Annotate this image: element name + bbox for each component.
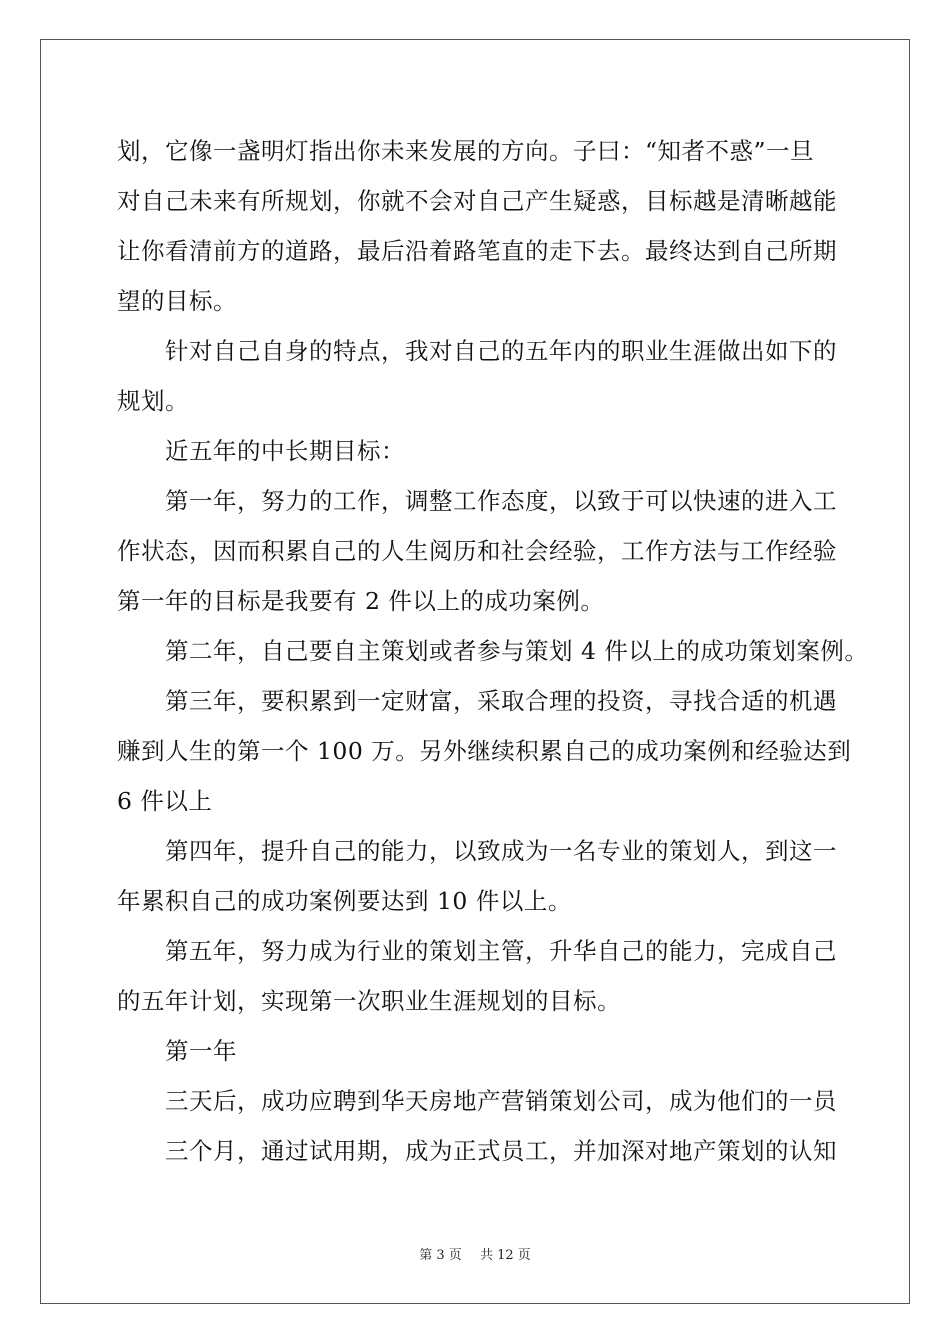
text-line: 作状态，因而积累自己的人生阅历和社会经验，工作方法与工作经验: [117, 537, 837, 565]
page-total: 共 12 页: [479, 1248, 531, 1263]
page-number: 第 3 页: [419, 1248, 462, 1263]
paragraph-start: 三天后，成功应聘到华天房地产营销策划公司，成为他们的一员: [165, 1087, 837, 1115]
text-line: 第一年的目标是我要有 2 件以上的成功案例。: [117, 587, 605, 615]
text-line: 的五年计划，实现第一次职业生涯规划的目标。: [117, 987, 621, 1015]
text-line: 6 件以上: [117, 787, 213, 815]
paragraph-start: 第四年，提升自己的能力，以致成为一名专业的策划人，到这一: [165, 837, 837, 865]
document-body: [117, 126, 869, 1176]
text-line: 规划。: [117, 387, 189, 415]
text-line: 赚到人生的第一个 100 万。另外继续积累自己的成功案例和经验达到: [117, 737, 852, 765]
paragraph-start: 第一年，努力的工作，调整工作态度，以致于可以快速的进入工: [165, 487, 837, 515]
section-heading: 近五年的中长期目标：: [165, 437, 405, 465]
paragraph-start: 第五年，努力成为行业的策划主管，升华自己的能力，完成自己: [165, 937, 837, 965]
section-heading: 第一年: [165, 1037, 237, 1065]
page-footer: [0, 1244, 950, 1263]
text-line: 年累积自己的成功案例要达到 10 件以上。: [117, 887, 572, 915]
paragraph-start: 三个月，通过试用期，成为正式员工，并加深对地产策划的认知: [165, 1137, 837, 1165]
text-line: 对自己未来有所规划，你就不会对自己产生疑惑，目标越是清晰越能: [117, 187, 837, 215]
text-line: 让你看清前方的道路，最后沿着路笔直的走下去。最终达到自己所期: [117, 237, 837, 265]
paragraph-start: 第二年，自己要自主策划或者参与策划 4 件以上的成功策划案例。: [165, 637, 869, 665]
paragraph-start: 针对自己自身的特点，我对自己的五年内的职业生涯做出如下的: [165, 337, 837, 365]
text-line: 望的目标。: [117, 287, 237, 315]
paragraph-start: 第三年，要积累到一定财富，采取合理的投资，寻找合适的机遇: [165, 687, 837, 715]
text-line: 划，它像一盏明灯指出你未来发展的方向。子曰：“知者不惑”一旦: [117, 137, 815, 165]
